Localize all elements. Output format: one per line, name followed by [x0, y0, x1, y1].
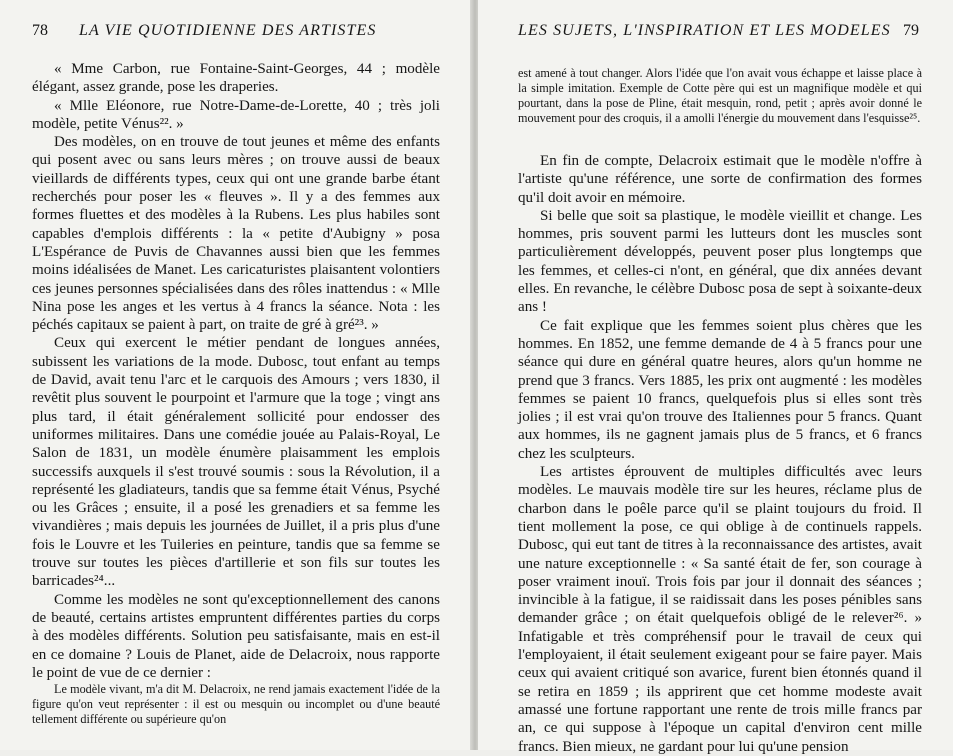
paragraph: Les artistes éprouvent de multiples difficultés avec leurs modèles. Le mauvais modèle tire sur les heures, réclame plus de charbon dans le poêle parce qu'il se plaint toujours du froid. Il tient mollement la pose, ce qui oblige à de continuels rappels. Dubosc, qui eut tant de titres à la reconnaissance des artistes, avait une nature exceptionnelle : « Sa santé était de fer, son courage à poser vraiment inouï. Trois fois par jour il donnait des séances ; invincible à la fatigue, il se raidissait dans les poses pénibles sans demander grâce ; on était quelquefois obligé de le relever²⁶. » Infatigable et très compréhensif pour le travail de ceux qui l'employaient, il était seulement exigeant pour se faire payer. Mais ceux qui avaient critiqué son avarice, furent bien étonnés quand il se retira en 1859 ; ils apprirent que cet homme modeste avait amassé une fortune rapportant une rente de trois mille francs par an, ce qui suppose à l'époque un capital d'environ cent mille francs. Bien mieux, ne gardant pour lui qu'une pension [518, 464, 922, 755]
paragraph: Ceux qui exercent le métier pendant de longues années, subissent les variations de la mode. Dubosc, tout enfant au temps de David, avait tenu l'arc et le carquois des Amours ; vers 1830, il revêtit plus souvent le pourpoint et l'armure que la toge ; vingt ans plus tard, il était généralement sollicité pour endosser des uniformes militaires. Dans une comédie jouée au Palais-Royal, Le Salon de 1831, un modèle énumère plaisamment les emplois successifs auxquels il s'est trouvé soumis : sous la Révolution, il a représenté les gladiateurs, tandis que sa femme était Vénus, Psyché ou les Grâces ; ensuite, il a posé les grenadiers et sa femme les vivandières ; mais depuis les journées de Juillet, il a pris plus d'une fois le Louvre et les Tuileries en peinture, tandis que sa femme se trouve sur toutes les pièces d'artillerie et son fils sur toutes les barricades²⁴... [32, 335, 440, 590]
block-quote-text: Le modèle vivant, m'a dit M. Delacroix, ne rend jamais exactement l'idée de la figure qu'on veut représenter : il est ou mesquin ou incomplet ou d'une beauté tellement différente ou supérieure qu'on [32, 682, 440, 726]
paragraph: Des modèles, on en trouve de tout jeunes et même des enfants qui posent avec ou sans leurs mères ; on trouve aussi de beaux vieillards de différents types, ceux qui ont une grande barbe étant recherchés pour poser les « fleuves ». Il y a des femmes aux formes fluettes et des modèles à la Rubens. Les plus habiles sont capables d'emplois différents : la « petite d'Aubigny » posa L'Espérance de Puvis de Chavannes aussi bien que les femmes moins idéalisées de Manet. Les caricaturistes plaisantent volontiers ces jeunes personnes spécialisées dans des rôles inattendus : « Mlle Nina pose les anges et les vertus à 4 francs la séance. Nota : les péchés capitaux se paient à part, on traite de gré à gré²³. » [32, 134, 440, 334]
left-block-quote [32, 682, 440, 727]
left-running-head: LA VIE QUOTIDIENNE DES ARTISTES [79, 22, 377, 39]
left-page-number: 78 [32, 22, 48, 39]
paragraph: Si belle que soit sa plastique, le modèle vieillit et change. Les hommes, pris souvent parmi les lutteurs dont les muscles sont particulièrement développés, peuvent poser plus longtemps que les femmes, et celles-ci n'ont, en général, que dix années devant elles. En revanche, le célèbre Dubosc posa de sept à soixante-deux ans ! [518, 207, 922, 316]
left-body-text [32, 60, 440, 682]
paragraph: En fin de compte, Delacroix estimait que le modèle n'offre à l'artiste qu'une référence, une sorte de confirmation des formes qu'il doit avoir en mémoire. [518, 153, 922, 206]
paragraph: « Mlle Eléonore, rue Notre-Dame-de-Lorette, 40 ; très joli modèle, petite Vénus²². » [32, 97, 440, 132]
right-body-text [518, 152, 922, 756]
right-page-number: 79 [903, 22, 919, 39]
paragraph: Comme les modèles ne sont qu'exceptionnellement des canons de beauté, certains artistes empruntent différentes parties du corps à des modèles différents. Solution peu satisfaisante, mais en est-il en ce domaine ? Louis de Planet, aide de Delacroix, nous rapporte le point de vue de ce dernier : [32, 591, 440, 681]
block-quote-text: est amené à tout changer. Alors l'idée que l'on avait vous échappe et laisse place à la simple imitation. Exemple de Cotte père qui est un magnifique modèle et qui pourtant, dans la pose de Pline, était mesquin, rond, petit ; après avoir donné le mouvement pour des croquis, il a amolli l'énergie du mouvement dans l'esquisse²⁵. [518, 66, 922, 125]
right-block-quote [518, 66, 922, 126]
right-page [478, 0, 953, 755]
paragraph: « Mme Carbon, rue Fontaine-Saint-Georges, 44 ; modèle élégant, assez grande, pose les draperies. [32, 61, 440, 96]
left-page [0, 0, 472, 750]
right-running-head: LES SUJETS, L'INSPIRATION ET LES MODELES [518, 22, 891, 39]
paragraph: Ce fait explique que les femmes soient plus chères que les hommes. En 1852, une femme demande de 4 à 5 francs pour une séance qui dure en général quatre heures, alors qu'un homme ne prend que 3 francs. Vers 1885, les prix ont augmenté : les modèles femmes se paient 10 francs, quelquefois plus si elles sont très jolies ; il est vrai qu'on trouve des Italiennes pour 5 francs. Quant aux hommes, ils ne gagnent jamais plus de 5 francs, et 6 francs chez les sculpteurs. [518, 317, 922, 462]
